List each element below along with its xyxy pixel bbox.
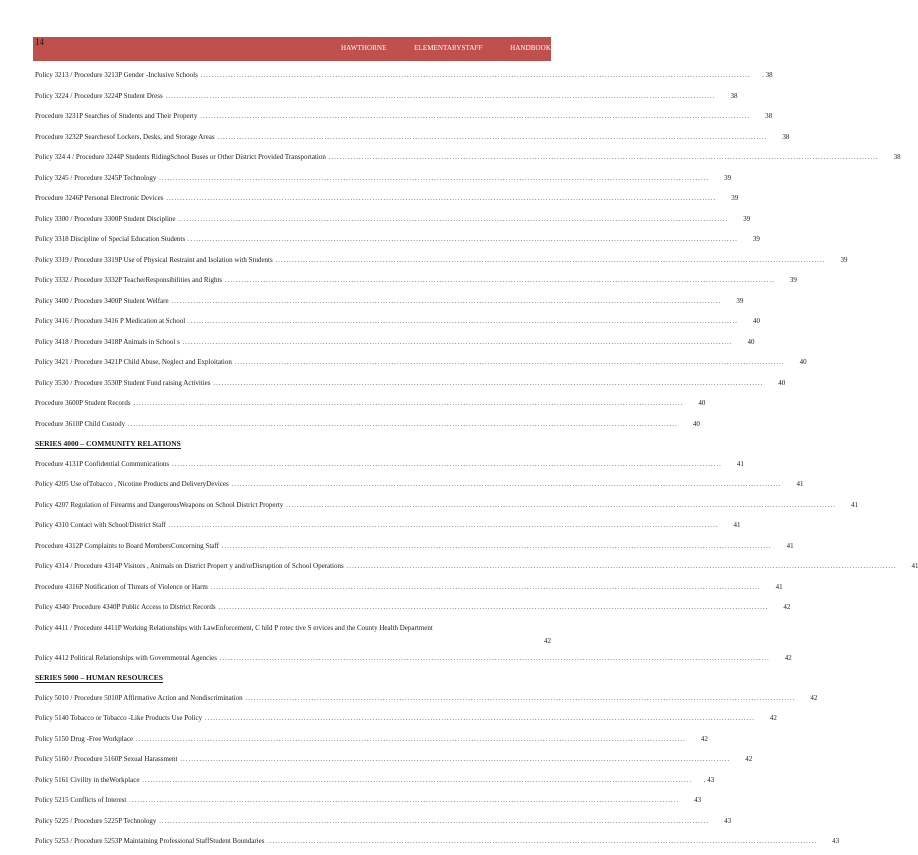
toc-entry-label: Policy 5010 / Procedure 5010P Affirmative Action and Nondiscrimination	[35, 693, 243, 702]
dot-leader: ........................................................................................................................................................................................................	[156, 173, 710, 182]
toc-entry-title	[35, 256, 825, 264]
toc-entry	[35, 711, 777, 732]
toc-entry-title	[35, 817, 709, 825]
toc-entry-title	[35, 837, 817, 845]
toc-entry-label: Procedure 3231P Searches of Students and Their Property	[35, 112, 198, 120]
toc-entry-page: 39	[724, 173, 732, 182]
toc-entry	[35, 109, 773, 130]
toc-entry-title	[35, 714, 755, 722]
toc-entry	[35, 89, 738, 110]
toc-entry-label: Policy 4205 Use ofTobacco , Nicotine Products and DeliveryDevices	[35, 480, 229, 488]
toc-entry-page: 38	[765, 112, 773, 120]
toc-entry-title	[35, 71, 751, 79]
toc-entry-page: 39	[743, 214, 751, 223]
toc-entry-page: 39	[731, 194, 739, 202]
toc-entry-title	[35, 194, 716, 202]
toc-entry-page: 40	[778, 378, 786, 387]
toc-entry-label: Policy 4412 Political Relationships with Governmental Agencies	[35, 653, 217, 662]
toc-entry	[35, 417, 700, 438]
toc-entry-title	[35, 379, 763, 387]
dot-leader: ........................................................................................................................................................................................................	[231, 358, 785, 366]
dot-leader: ........................................................................................................................................................................................................	[156, 816, 710, 825]
toc-entry-label: Policy 3332 / Procedure 3332P TeacherResponsibilities and Rights	[35, 276, 223, 284]
toc-entry-title	[35, 501, 836, 509]
dot-leader: ........................................................................................................................................................................................................	[325, 153, 879, 161]
toc-entry-label: Policy 3530 / Procedure 3530P Student Fund raising Activities	[35, 378, 211, 387]
toc-entry-label: Procedure 3246P Personal Electronic Devices	[35, 194, 164, 202]
toc-entry-label: Procedure 4316P Notification of Threats of Violence or Harm	[35, 582, 208, 591]
toc-entry	[35, 477, 804, 498]
toc-entry-label: Policy 4310 Contact with School/District Staff	[35, 521, 166, 529]
dot-leader: ........................................................................................................................................................................................................	[130, 399, 684, 407]
toc-entry-page: 42	[783, 603, 791, 611]
dot-leader: ........................................................................................................................................................................................................	[216, 653, 770, 662]
handbook-title-word: HAWTHORNE	[341, 44, 387, 52]
toc-entry	[35, 171, 732, 192]
toc-entry	[35, 253, 848, 274]
toc-entry-label: Policy 3319 / Procedure 3319P Use of Physical Restraint and Isolation with Students	[35, 255, 273, 264]
toc-entry-page: . 43	[703, 775, 715, 784]
toc-entry-label: Policy 4314 / Procedure 4314P Visitors , Animals on District Propert y and/orDisruption of School Operations	[35, 562, 344, 570]
toc-entry-page: 39	[840, 255, 848, 264]
toc-entry-page: 38	[730, 91, 738, 100]
toc-entry-title	[35, 92, 715, 100]
dot-leader: ........................................................................................................................................................................................................	[343, 562, 897, 570]
toc-entry-page: 40	[747, 337, 755, 346]
dot-leader: ........................................................................................................................................................................................................	[197, 71, 751, 79]
toc-entry-title	[35, 624, 529, 633]
toc-entry-title	[35, 420, 678, 428]
toc-entry	[35, 621, 551, 651]
toc-entry	[35, 559, 918, 580]
toc-entry	[35, 314, 760, 335]
dot-leader: ........................................................................................................................................................................................................	[202, 714, 755, 722]
toc-entry	[35, 130, 790, 151]
dot-leader: ........................................................................................................................................................................................................	[272, 255, 826, 264]
toc-entry-label: Policy 3421 / Procedure 3421P Child Abuse, Neglect and Exploitation	[35, 358, 232, 366]
toc-entry-label: Policy 3416 / Procedure 3416 P Medication at School	[35, 317, 186, 325]
toc-entry-title	[35, 174, 709, 182]
dot-leader: ........................................................................................................................................................................................................	[168, 296, 722, 305]
dot-leader: ........................................................................................................................................................................................................	[218, 541, 772, 550]
toc-entry-title	[35, 480, 781, 488]
toc-entry-title	[35, 776, 692, 784]
toc-entry	[35, 651, 792, 672]
toc-entry-label: Policy 5140 Tobacco or Tobacco -Like Products Use Policy	[35, 714, 203, 722]
toc-entry-page: 42	[784, 653, 792, 662]
toc-entry-page: 43	[724, 816, 732, 825]
dot-leader: ........................................................................................................................................................................................................	[215, 603, 769, 611]
toc-entry-label: Procedure 3600P Student Records	[35, 399, 131, 407]
dot-leader: ........................................................................................................................................................................................................	[185, 235, 738, 243]
toc-entry	[35, 457, 744, 478]
dot-leader: ........................................................................................................................................................................................................	[179, 337, 733, 346]
dot-leader: ........................................................................................................................................................................................................	[133, 734, 686, 743]
toc-entry-title	[35, 755, 730, 763]
toc-entry-page: 39	[752, 235, 760, 243]
toc-entry	[35, 376, 786, 397]
toc-entry	[35, 68, 773, 89]
dot-leader: ........................................................................................................................................................................................................	[283, 500, 837, 509]
toc-entry-page: 39	[736, 296, 744, 305]
series-heading-text: SERIES 4000 – COMMUNITY RELATIONS	[35, 439, 181, 448]
toc-entry-label: Policy 324 4 / Procedure 3244P Students RidingSchool Buses or Other District Provided Transportation	[35, 153, 326, 161]
toc-entry	[35, 150, 901, 171]
toc-entry-page: 42	[745, 755, 753, 763]
toc-entry-label: Procedure 3232P Searchesof Lockers, Desks, and Storage Areas	[35, 132, 215, 141]
toc-entry-label: Policy 3245 / Procedure 3245P Technology	[35, 173, 157, 182]
toc-entry-title	[35, 215, 728, 223]
toc-entry	[35, 498, 859, 519]
toc-entry-page: 40	[692, 419, 700, 428]
dot-leader: ........................................................................................................................................................................................................	[177, 755, 731, 763]
dot-leader: ........................................................................................................................................................................................................	[264, 837, 818, 845]
toc-entry-label: Policy 5150 Drug -Free Workplace	[35, 734, 134, 743]
toc-entry	[35, 793, 702, 814]
toc-entry-page: 41	[851, 500, 859, 509]
dot-leader: ........................................................................................................................................................................................................	[139, 775, 693, 784]
toc-entry-title	[35, 521, 718, 529]
toc-entry-title	[35, 735, 686, 743]
toc-entry-label: Policy 4340/ Procedure 4340P Public Access to District Records	[35, 603, 216, 611]
toc-entry-title	[35, 276, 775, 284]
toc-entry-title	[35, 654, 770, 662]
dot-leader: ........................................................................................................................................................................................................	[165, 521, 719, 529]
toc-entry-label: Policy 4411 / Procedure 4411P Working Relationships with LawEnforcement, C hild P rotec tive S ervices and the County Health Department	[35, 623, 433, 632]
toc-entry-label: Policy 3418 / Procedure 3418P Animals in School s	[35, 337, 180, 346]
dot-leader: ........................................................................................................................................................................................................	[197, 112, 751, 120]
toc-entry-label: Procedure 4131P Confidential Communications	[35, 459, 170, 468]
toc-entry	[35, 396, 706, 417]
toc-entry	[35, 732, 708, 753]
toc-entry-page: 41	[911, 562, 918, 570]
dot-leader: ........................................................................................................................................................................................................	[126, 796, 680, 804]
toc-entry-page: . 38	[762, 71, 773, 79]
toc-entry-label: Policy 5161 Civility in theWorkplace	[35, 775, 140, 784]
dot-leader: ........................................................................................................................................................................................................	[175, 214, 729, 223]
toc-entry-title	[35, 542, 772, 550]
toc-entry	[35, 518, 741, 539]
toc-entry	[35, 294, 744, 315]
toc-entry	[35, 212, 751, 233]
dot-leader: ........................................................................................................................................................................................................	[163, 194, 717, 202]
table-of-contents	[35, 68, 918, 855]
toc-entry-page: 38	[782, 132, 790, 141]
series-heading-text: SERIES 5000 – HUMAN RESOURCES	[35, 673, 163, 682]
toc-entry-page: 43	[832, 837, 840, 845]
toc-entry-page: 41	[775, 582, 783, 591]
toc-entry	[35, 232, 760, 253]
toc-entry-label: Procedure 4312P Complaints to Board MembersConcerning Staff	[35, 541, 219, 550]
toc-entry-label: Policy 3213 / Procedure 3213P Gender -Inclusive Schools	[35, 71, 198, 79]
toc-entry-page: 42	[700, 734, 708, 743]
toc-entry-title	[35, 694, 795, 702]
series-heading	[35, 671, 551, 691]
toc-entry-title	[35, 153, 879, 161]
dot-leader: ........................................................................................................................................................................................................	[222, 276, 775, 284]
toc-entry	[35, 580, 783, 601]
toc-entry-page: 39	[789, 276, 797, 284]
dot-leader: ........................................................................................................................................................................................................	[228, 480, 782, 488]
toc-entry-title	[35, 317, 738, 325]
toc-entry-title	[35, 603, 768, 611]
toc-entry	[35, 335, 755, 356]
toc-entry	[35, 273, 797, 294]
handbook-title	[341, 44, 551, 56]
dot-leader: ........................................................................................................................................................................................................	[125, 419, 678, 428]
toc-entry-title	[35, 338, 733, 346]
toc-entry-title	[35, 399, 683, 407]
toc-entry-page: 41	[733, 521, 741, 529]
toc-entry-label: Policy 5225 / Procedure 5225P Technology	[35, 816, 157, 825]
toc-entry-title	[35, 297, 721, 305]
toc-entry-page: 40	[698, 399, 706, 407]
toc-entry	[35, 814, 732, 835]
toc-entry-page: 42	[769, 714, 777, 722]
handbook-title-word: ELEMENTARYSTAFF	[414, 44, 483, 52]
dot-leader: ........................................................................................................................................................................................................	[185, 317, 738, 325]
toc-entry-title	[35, 562, 896, 570]
toc-entry-label: Policy 3400 / Procedure 3400P Student Welfare	[35, 296, 169, 305]
toc-entry	[35, 752, 753, 773]
toc-entry	[35, 355, 807, 376]
toc-entry-label: Policy 3300 / Procedure 3300P Student Discipline	[35, 214, 176, 223]
toc-entry-page: 40	[799, 358, 807, 366]
dot-leader: ........................................................................................................................................................................................................	[210, 378, 764, 387]
dot-leader: ........................................................................................................................................................................................................	[214, 132, 768, 141]
toc-entry-page: 42	[810, 693, 818, 702]
toc-entry	[35, 691, 818, 712]
dot-leader: ........................................................................................................................................................................................................	[207, 582, 761, 591]
dot-leader: ........................................................................................................................................................................................................	[242, 693, 796, 702]
toc-entry	[35, 834, 840, 855]
toc-entry-label: Policy 3318 Discipline of Special Education Students	[35, 235, 186, 243]
toc-entry-page: 40	[752, 317, 760, 325]
toc-entry-page: 41	[736, 459, 744, 468]
toc-entry-page: 42	[544, 636, 551, 645]
toc-entry-label: Policy 4207 Regulation of Firearms and DangerousWeapons on School District Property	[35, 500, 284, 509]
toc-entry-page: 41	[786, 541, 794, 550]
toc-entry-title	[35, 133, 767, 141]
toc-entry-page: 38	[893, 153, 901, 161]
dot-leader: ........................................................................................................................................................................................................	[169, 459, 722, 468]
toc-entry-title	[35, 796, 679, 804]
toc-entry	[35, 600, 791, 621]
toc-entry-label: Policy 5160 / Procedure 5160P Sexual Harassment	[35, 755, 178, 763]
handbook-title-word: HANDBOOK	[510, 44, 551, 52]
toc-entry	[35, 773, 715, 794]
toc-entry	[35, 539, 794, 560]
series-heading	[35, 437, 551, 457]
toc-entry-label: Policy 5253 / Procedure 5253P Maintaining Professional StaffStudent Boundaries	[35, 837, 265, 845]
toc-entry-label: Procedure 3610P Child Custody	[35, 419, 126, 428]
toc-entry-title	[35, 583, 761, 591]
toc-entry-label: Policy 5215 Conflicts of Interest	[35, 796, 127, 804]
toc-entry-label: Policy 3224 / Procedure 3224P Student Dress	[35, 91, 163, 100]
toc-entry-title	[35, 460, 722, 468]
toc-entry-title	[35, 358, 785, 366]
toc-entry-title	[35, 112, 750, 120]
header-bar	[33, 37, 551, 61]
toc-entry-page: 41	[796, 480, 804, 488]
toc-entry-title	[35, 235, 738, 243]
page-number: 14	[35, 37, 44, 47]
toc-entry-page: 43	[694, 796, 702, 804]
dot-leader: ........................................................................................................................................................................................................	[162, 91, 716, 100]
toc-entry	[35, 191, 739, 212]
